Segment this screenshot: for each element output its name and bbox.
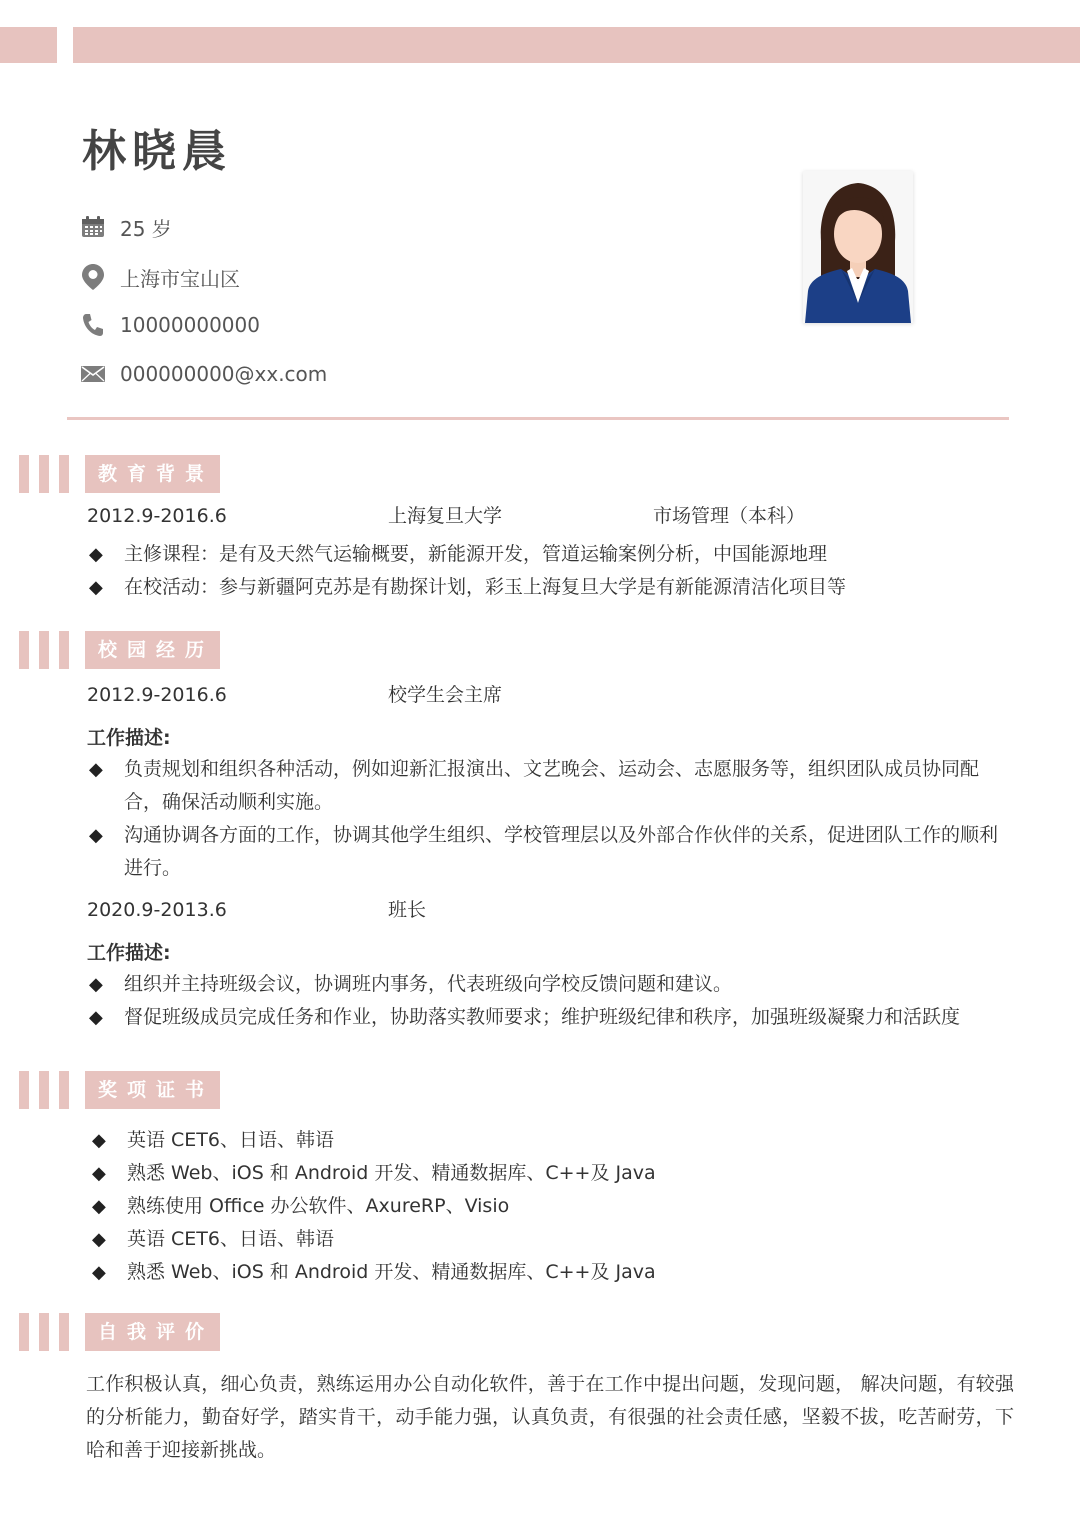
award-item: 熟悉 Web、iOS 和 Android 开发、精通数据库、C++及 Java bbox=[127, 1261, 656, 1283]
self-eval-text: 工作积极认真，细心负责，熟练运用办公自动化软件，善于在工作中提出问题，发现问题， 解决问题，有较强的分析能力，勤奋好学，踏实肯干，动手能力强，认真负责，有很强的社会责任感，坚毅不拔，吃苦耐劳，下哈和善于迎接新挑战。 bbox=[86, 1373, 1014, 1461]
award-item: 熟悉 Web、iOS 和 Android 开发、精通数据库、C++及 Java bbox=[127, 1162, 656, 1184]
top-bar-left bbox=[0, 27, 57, 63]
top-bar-right bbox=[73, 27, 1080, 63]
diamond-bullet-icon: ◆ bbox=[89, 759, 103, 780]
campus-role: 校学生会主席 bbox=[388, 684, 503, 706]
calendar-icon bbox=[80, 214, 106, 240]
resume-name: 林晓晨 bbox=[82, 126, 232, 177]
bar bbox=[39, 1071, 49, 1109]
bar bbox=[59, 455, 69, 493]
diamond-bullet-icon: ◆ bbox=[89, 544, 103, 565]
work-desc-label: 工作描述: bbox=[87, 727, 171, 749]
section-title: 奖项证书 bbox=[85, 1071, 220, 1109]
award-item: 熟练使用 Office 办公软件、AxureRP、Visio bbox=[127, 1195, 510, 1217]
diamond-bullet-icon: ◆ bbox=[92, 1130, 106, 1151]
section-title: 校园经历 bbox=[85, 631, 220, 669]
info-location bbox=[80, 262, 240, 292]
campus-bullet: 沟通协调各方面的工作，协调其他学生组织、学校管理层以及外部合作伙伴的关系，促进团队工作的顺利进行。 bbox=[124, 824, 999, 879]
diamond-bullet-icon: ◆ bbox=[92, 1229, 106, 1250]
award-item: 英语 CET6、日语、韩语 bbox=[127, 1129, 335, 1151]
bar bbox=[39, 455, 49, 493]
diamond-bullet-icon: ◆ bbox=[89, 577, 103, 598]
bar bbox=[19, 631, 29, 669]
info-phone bbox=[80, 310, 260, 340]
bar bbox=[19, 1313, 29, 1351]
section-title: 教育背景 bbox=[85, 455, 220, 493]
campus-bullet: 负责规划和组织各种活动，例如迎新汇报演出、文艺晚会、运动会、志愿服务等，组织团队成员协同配合，确保活动顺利实施。 bbox=[124, 758, 980, 813]
info-email bbox=[80, 359, 327, 389]
bar bbox=[39, 631, 49, 669]
diamond-bullet-icon: ◆ bbox=[92, 1163, 106, 1184]
campus-period: 2012.9-2016.6 bbox=[87, 684, 227, 706]
bar bbox=[19, 1071, 29, 1109]
education-major: 市场管理（本科） bbox=[653, 505, 806, 527]
campus-role: 班长 bbox=[388, 899, 427, 921]
diamond-bullet-icon: ◆ bbox=[89, 974, 103, 995]
bar bbox=[59, 1313, 69, 1351]
campus-bullet: 组织并主持班级会议，协调班内事务，代表班级向学校反馈问题和建议。 bbox=[124, 973, 733, 995]
education-period: 2012.9-2016.6 bbox=[87, 505, 227, 527]
section-title: 自我评价 bbox=[85, 1313, 220, 1351]
location-pin-icon bbox=[80, 264, 106, 290]
location-text: 上海市宝山区 bbox=[120, 266, 240, 291]
bar bbox=[59, 1071, 69, 1109]
mail-icon bbox=[80, 361, 106, 387]
campus-bullet: 督促班级成员完成任务和作业，协助落实教师要求；维护班级纪律和秩序，加强班级凝聚力和活跃度 bbox=[124, 1006, 961, 1028]
phone-icon bbox=[80, 312, 106, 338]
email-text: 000000000@xx.com bbox=[120, 362, 328, 386]
info-age bbox=[80, 212, 172, 242]
profile-photo bbox=[803, 171, 913, 323]
education-bullet: 主修课程：是有及天然气运输概要，新能源开发，管道运输案例分析，中国能源地理 bbox=[124, 543, 828, 565]
campus-period: 2020.9-2013.6 bbox=[87, 899, 227, 921]
award-item: 英语 CET6、日语、韩语 bbox=[127, 1228, 335, 1250]
age-text: 25 岁 bbox=[120, 216, 172, 241]
diamond-bullet-icon: ◆ bbox=[92, 1196, 106, 1217]
diamond-bullet-icon: ◆ bbox=[89, 1007, 103, 1028]
education-school: 上海复旦大学 bbox=[388, 505, 503, 527]
bar bbox=[39, 1313, 49, 1351]
education-bullet: 在校活动：参与新疆阿克苏是有勘探计划，彩玉上海复旦大学是有新能源清洁化项目等 bbox=[124, 576, 847, 598]
phone-text: 10000000000 bbox=[120, 313, 260, 337]
header-divider bbox=[67, 417, 1009, 420]
diamond-bullet-icon: ◆ bbox=[89, 825, 103, 846]
bar bbox=[19, 455, 29, 493]
bar bbox=[59, 631, 69, 669]
diamond-bullet-icon: ◆ bbox=[92, 1262, 106, 1283]
work-desc-label: 工作描述: bbox=[87, 942, 171, 964]
